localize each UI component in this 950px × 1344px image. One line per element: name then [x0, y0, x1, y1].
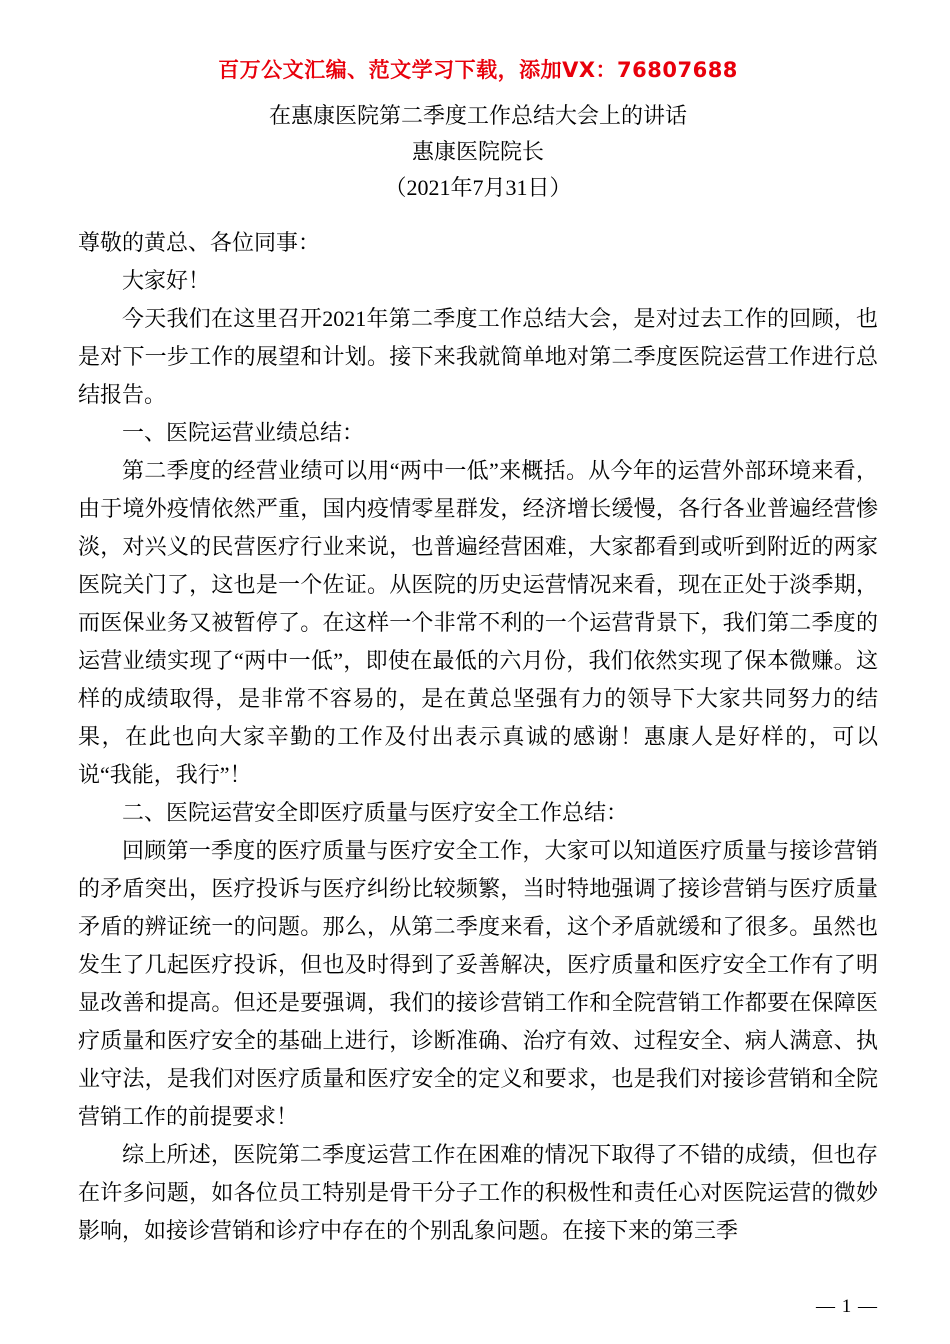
- page-number: — 1 —: [816, 1296, 878, 1317]
- document-subtitle: 惠康医院院长: [411, 139, 544, 164]
- body-paragraph: 今天我们在这里召开2021年第二季度工作总结大会，是对过去工作的回顾，也是对下一步工作的展望和计划。接下来我就简单地对第二季度医院运营工作进行总结报告。: [78, 306, 878, 407]
- page-title: 在惠康医院第二季度工作总结大会上的讲话: [268, 103, 687, 128]
- body-paragraph: 综上所述，医院第二季度运营工作在困难的情况下取得了不错的成绩，但也存在许多问题，如各位员工特别是骨干分子工作的积极性和责任心对医院运营的微妙影响，如接诊营销和诊疗中存在的个别乱象问题。在接下来的第三季: [78, 1142, 878, 1243]
- section-heading-one: 一、医院运营业绩总结：: [122, 420, 365, 445]
- document-date: （2021年7月31日）: [384, 175, 572, 200]
- body-paragraph: 回顾第一季度的医疗质量与医疗安全工作，大家可以知道医疗质量与接诊营销的矛盾突出，医疗投诉与医疗纠纷比较频繁，当时特地强调了接诊营销与医疗质量矛盾的辨证统一的问题。那么，从第二季度来看，这个矛盾就缓和了很多。虽然也发生了几起医疗投诉，但也及时得到了妥善解决，医疗质量和医疗安全工作有了明显改善和提高。但还是要强调，我们的接诊营销工作和全院营销工作都要在保障医疗质量和医疗安全的基础上进行，诊断准确、治疗有效、过程安全、病人满意、执业守法，是我们对医疗质量和医疗安全的定义和要求，也是我们对接诊营销和全院营销工作的前提要求！: [78, 838, 878, 1129]
- section-heading-two: 二、医院运营安全即医疗质量与医疗安全工作总结：: [122, 800, 629, 825]
- watermark-text: 百万公文汇编、范文学习下载，添加VX：76807688: [218, 58, 738, 82]
- body-paragraph: 大家好！: [122, 268, 211, 293]
- body-paragraph: 第二季度的经营业绩可以用“两中一低”来概括。从今年的运营外部环境来看，由于境外疫情依然严重，国内疫情零星群发，经济增长缓慢，各行各业普遍经营惨淡，对兴义的民营医疗行业来说，也普遍经营困难，大家都看到或听到附近的两家医院关门了，这也是一个佐证。从医院的历史运营情况来看，现在正处于淡季期，而医保业务又被暂停了。在这样一个非常不利的一个运营背景下，我们第二季度的运营业绩实现了“两中一低”，即使在最低的六月份，我们依然实现了保本微赚。这样的成绩取得，是非常不容易的，是在黄总坚强有力的领导下大家共同努力的结果，在此也向大家辛勤的工作及付出表示真诚的感谢！惠康人是好样的，可以说“我能，我行”！: [78, 458, 878, 787]
- salutation: 尊敬的黄总、各位同事：: [78, 230, 321, 255]
